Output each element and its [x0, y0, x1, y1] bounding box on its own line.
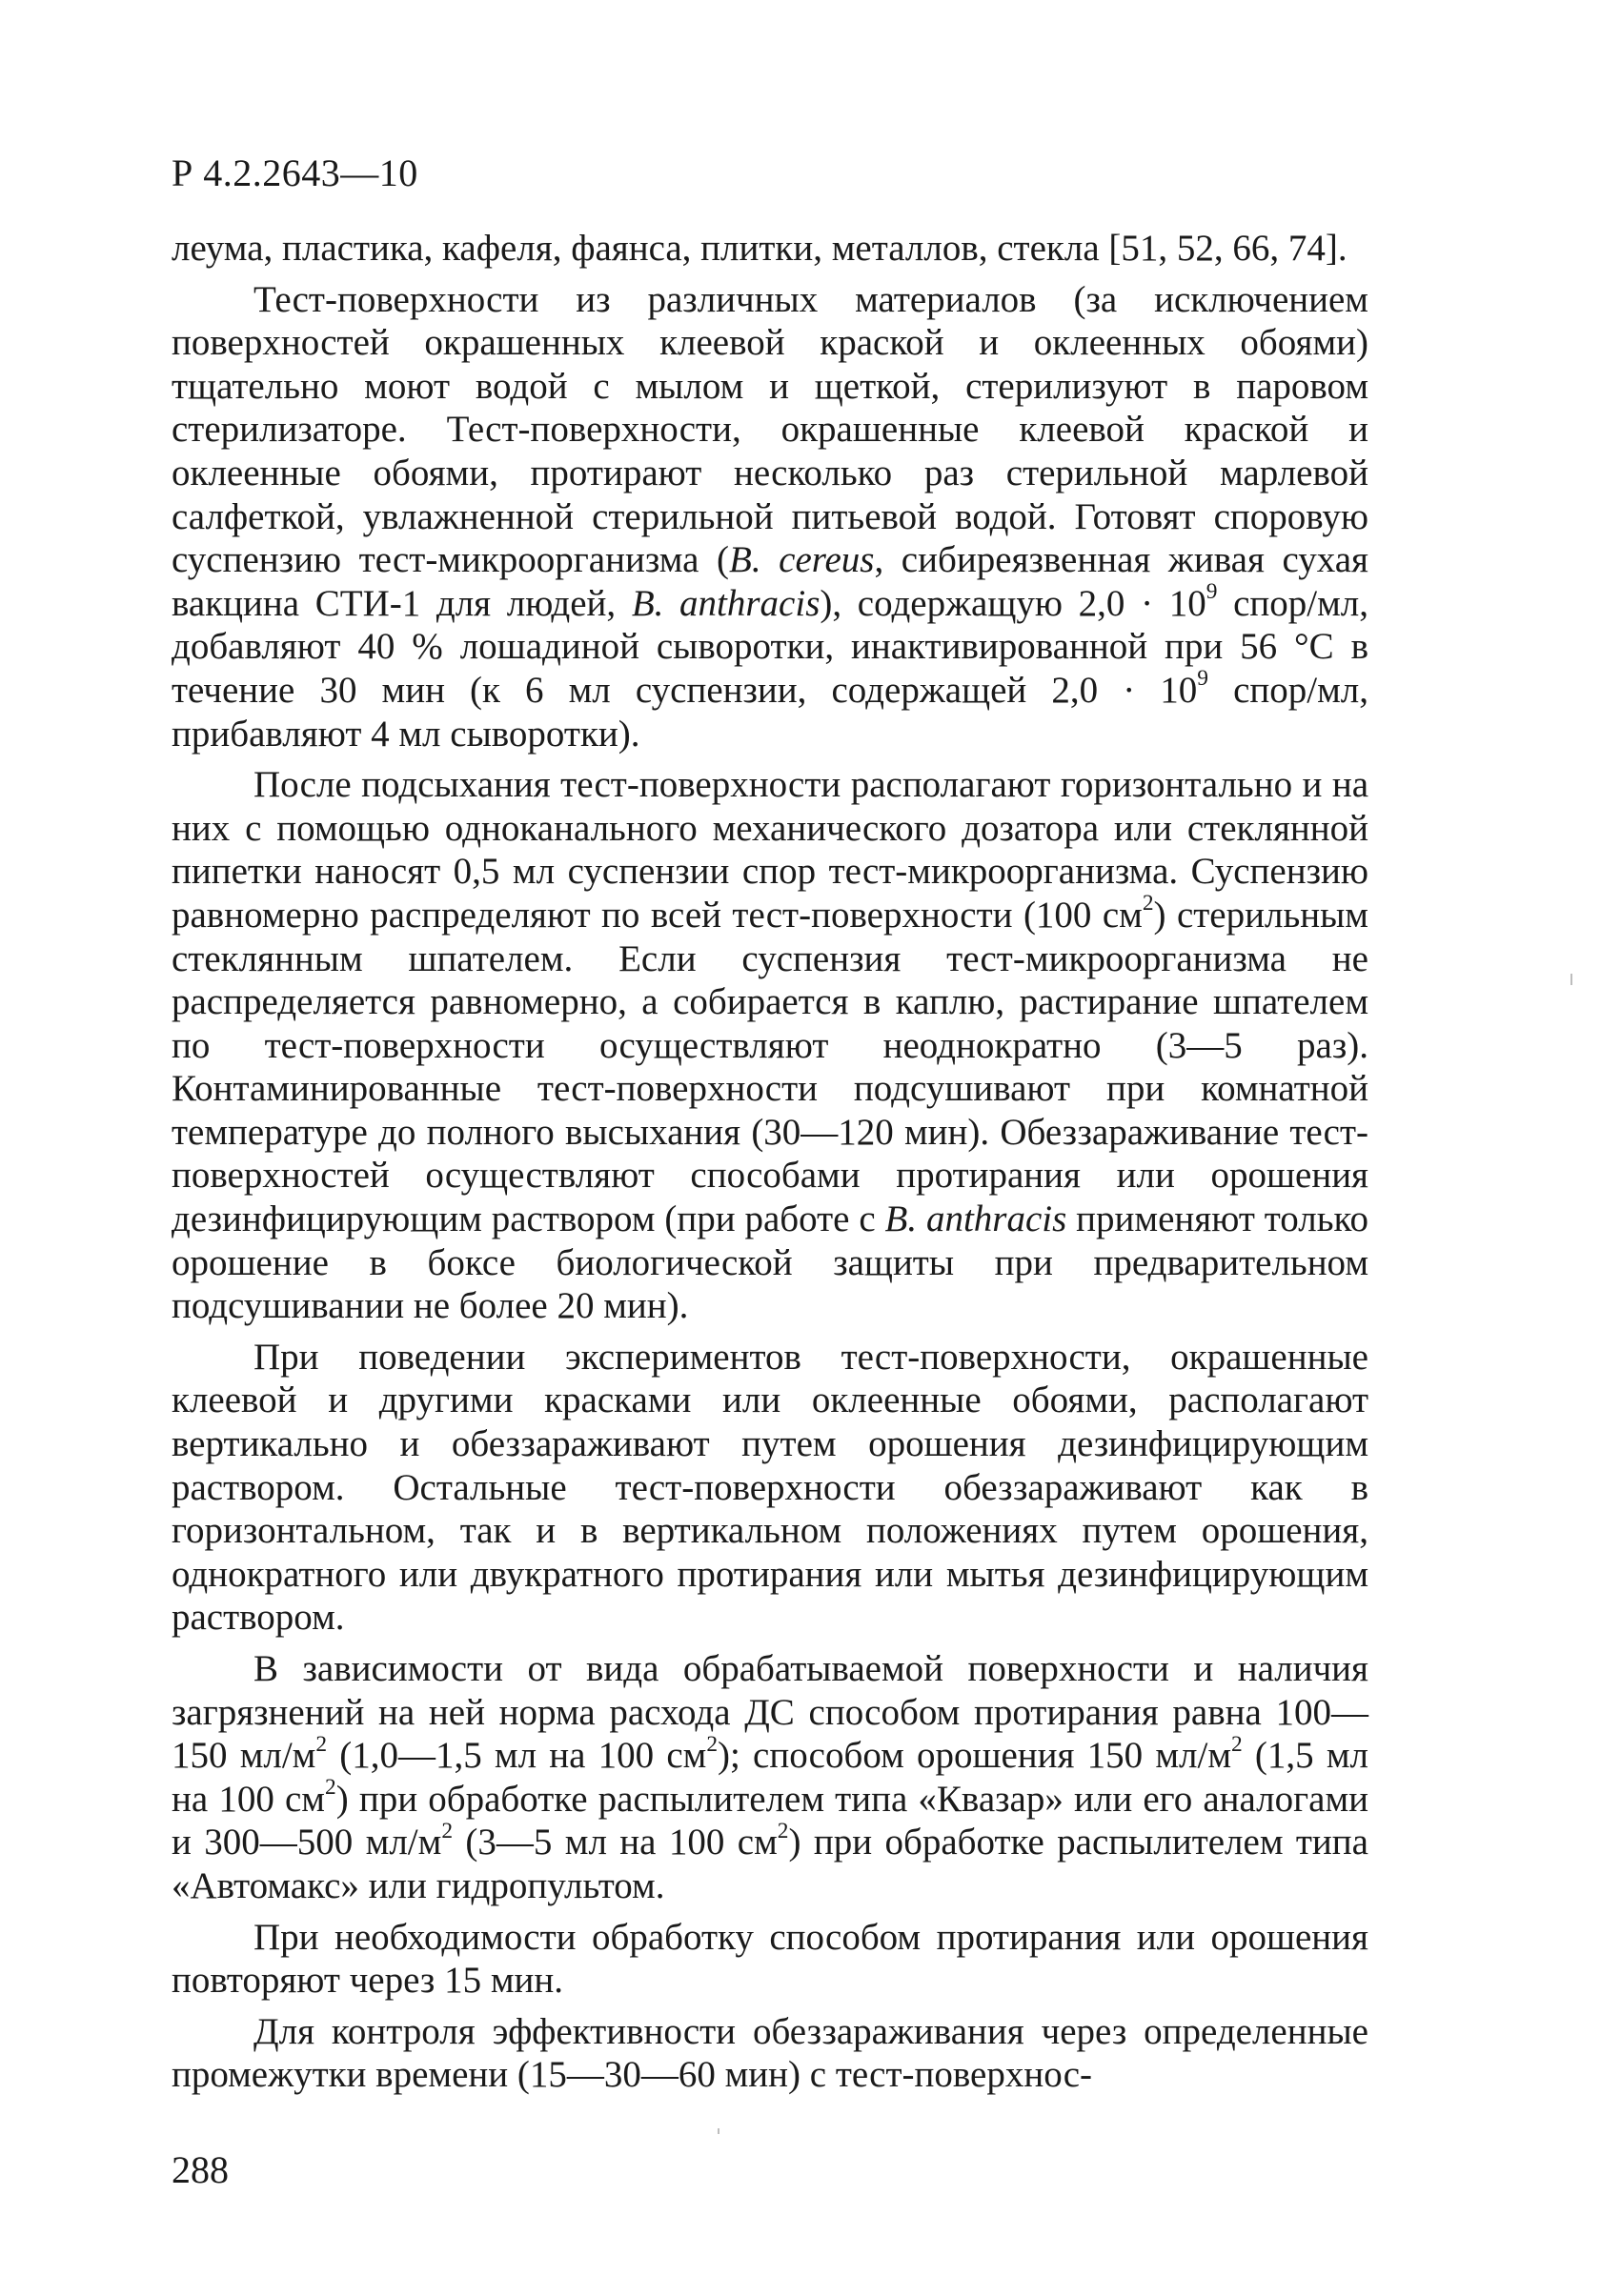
scan-speck: [1570, 974, 1572, 985]
text-segment: спор/мл, добавляют 40 % лошадиной сыворотки, инактивированной при 56 °С в течение 30 мин (к 6 мл суспензии, содержащей 2,0 · 10: [172, 582, 1368, 711]
page-number: 288: [172, 2148, 229, 2191]
body-paragraph: [172, 2010, 1368, 2097]
text-segment: После подсыхания тест-поверхности располагают горизонтально и на них с помощью одноканального механического дозатора или стеклянной пипетки наносят 0,5 мл суспензии спор тест-микроорганизма. Суспензию равномерно распределяют по всей тест-поверхности (100 см: [172, 764, 1368, 936]
superscript: 2: [706, 1731, 719, 1757]
text-segment: (1,0—1,5 мл на 100 см: [327, 1735, 707, 1777]
body-paragraph: [172, 1336, 1368, 1640]
text-segment: , сибиреязвенная живая сухая вакцина СТИ-1 для людей,: [172, 539, 1368, 624]
superscript: 2: [315, 1731, 328, 1757]
superscript: 2: [1142, 891, 1154, 916]
text-segment: (3—5 мл на 100 см: [453, 1822, 778, 1863]
superscript: 2: [1231, 1731, 1243, 1757]
text-segment: ) при обработке распылителем типа «Автомакс» или гидропультом.: [172, 1822, 1368, 1906]
document-code-header: Р 4.2.2643—10: [172, 151, 418, 194]
text-segment: спор/мл, прибавляют 4 мл сыворотки).: [172, 669, 1368, 755]
superscript: 9: [1206, 579, 1218, 605]
text-segment: леума, пластика, кафеля, фаянса, плитки, металлов, стекла [51, 52, 66, 74].: [172, 228, 1347, 269]
text-segment: Для контроля эффективности обеззараживания через определенные промежутки времени (15—30—60 мин) с тест-поверхнос-: [172, 2010, 1368, 2096]
body-paragraph: [172, 278, 1368, 756]
text-segment: (1,5 мл на 100 см: [172, 1735, 1368, 1820]
italic-species-name: B. anthracis: [884, 1198, 1067, 1240]
superscript: 2: [441, 1818, 454, 1843]
text-segment: При необходимости обработку способом протирания или орошения повторяют через 15 мин.: [172, 1916, 1368, 2002]
superscript: 9: [1197, 666, 1208, 692]
text-segment: ) при обработке распылителем типа «Квазар» или его аналогами и 300—500 мл/м: [172, 1778, 1369, 1863]
text-segment: При поведении экспериментов тест-поверхности, окрашенные клеевой и другими красками или оклеенные обоями, располагают вертикально и обеззараживают путем орошения дезинфицирующим раствором. Остальные тест-поверхности обеззараживают как в горизонтальном, так и в вертикальном положениях путем орошения, однократного или двукратного протирания или мытья дезинфицирующим раствором.: [172, 1336, 1368, 1639]
text-segment: Тест-поверхности из различных материалов (за исключением поверхностей окрашенных клеевой краской и оклеенных обоями) тщательно моют водой с мылом и щеткой, стерилизуют в паровом стерилизаторе. Тест-поверхности, окрашенные клеевой краской и оклеенные обоями, протирают несколько раз стерильной марлевой салфеткой, увлажненной стерильной питьевой водой. Готовят споровую суспензию тест-микроорганизма (: [172, 278, 1368, 581]
document-body: [172, 227, 1368, 2105]
body-paragraph: [172, 227, 1368, 271]
superscript: 2: [777, 1818, 789, 1843]
italic-species-name: B. cereus: [729, 539, 875, 581]
italic-species-name: B. anthracis: [631, 582, 821, 624]
text-segment: ) стерильным стеклянным шпателем. Если суспензия тест-микроорганизма не распределяется равномерно, а собирается в каплю, растирание шпателем по тест-поверхности осуществляют неоднократно (3—5 раз). Контаминированные тест-поверхности подсушивают при комнатной температуре до полного высыхания (30—120 мин). Обеззараживание тест-поверхностей осуществляют способами протирания или орошения дезинфицирующим раствором (при работе с: [172, 894, 1368, 1240]
superscript: 2: [324, 1775, 336, 1801]
body-paragraph: [172, 1916, 1368, 2003]
text-segment: применяют только орошение в боксе биологической защиты при предварительном подсушивании не более 20 мин).: [172, 1198, 1368, 1327]
body-paragraph: [172, 763, 1368, 1328]
scan-speck: [718, 2128, 719, 2134]
text-segment: В зависимости от вида обрабатываемой поверхности и наличия загрязнений на ней норма расхода ДС способом протирания равна 100—150 мл/м: [172, 1648, 1368, 1777]
body-paragraph: [172, 1647, 1368, 1908]
text-segment: ); способом орошения 150 мл/м: [718, 1735, 1232, 1777]
text-segment: ), содержащую 2,0 · 10: [820, 582, 1206, 624]
